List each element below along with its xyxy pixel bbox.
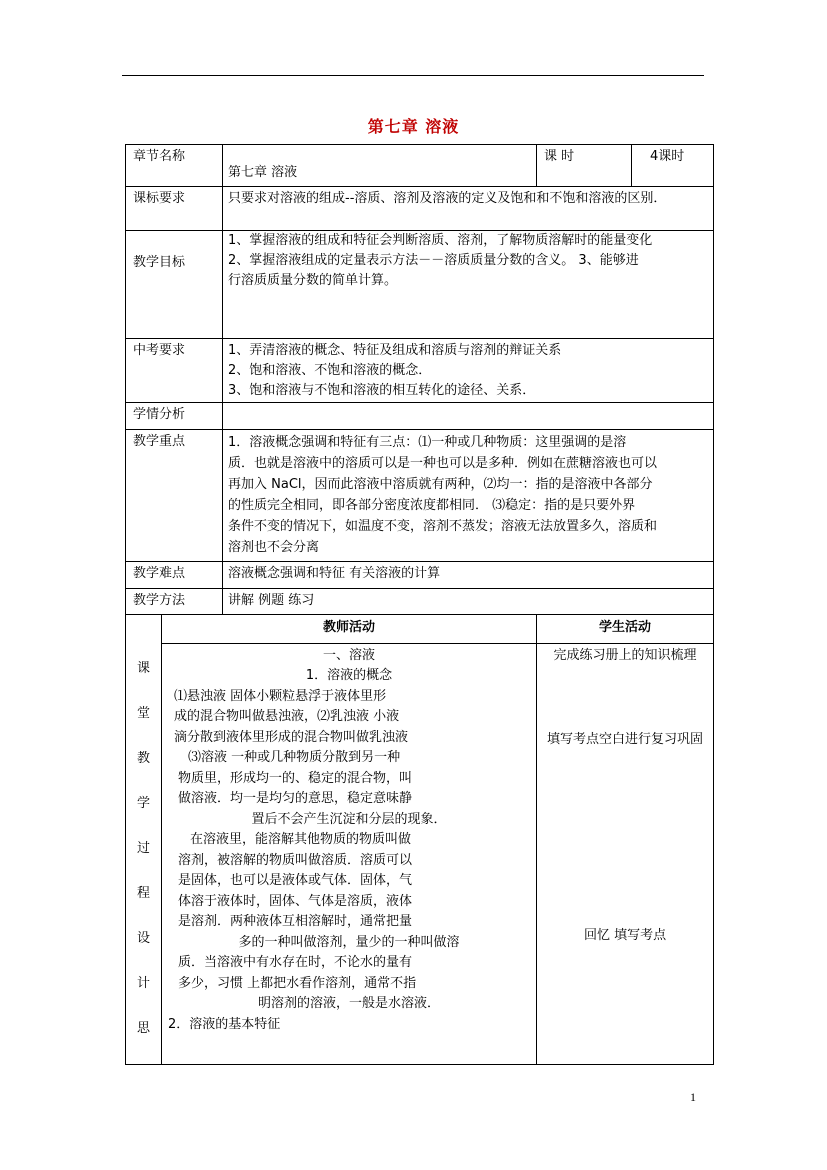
- teacher-line: 溶剂，被溶解的物质叫做溶质．溶质可以: [178, 852, 413, 868]
- process-char: 过: [136, 841, 150, 856]
- hours-label: 课 时: [537, 145, 632, 187]
- analysis-label: 学情分析: [126, 403, 223, 430]
- goals-label: 教学目标: [126, 231, 223, 339]
- teacher-line: 一、溶液: [323, 647, 376, 663]
- row-analysis: [126, 403, 714, 430]
- teacher-line: 1．溶液的概念: [305, 668, 393, 684]
- teacher-activity-header: 教师活动: [162, 615, 537, 644]
- teacher-line: 多少，习惯 上都把水看作溶剂，通常不指: [178, 975, 417, 991]
- chapter-cell: [223, 145, 537, 187]
- page-title: 第七章 溶液: [367, 117, 460, 136]
- student-item: 填写考点空白进行复习巩固: [547, 731, 704, 747]
- exam-cell: [223, 339, 714, 403]
- row-method: [126, 589, 714, 615]
- key-line: 质．也就是溶液中的溶质可以是一种也可以是多种．例如在蔗糖溶液也可以: [228, 456, 658, 471]
- row-activity-headers: [126, 615, 714, 644]
- teacher-line: ⑶溶液 一种或几种物质分散到另一种: [188, 750, 401, 766]
- teacher-line: 质．当溶液中有水存在时，不论水的量有: [178, 955, 413, 971]
- key-cell: [223, 430, 714, 562]
- curriculum-label: 课标要求: [126, 187, 223, 231]
- process-char: 堂: [136, 706, 150, 721]
- teacher-line: 明溶剂的溶液，一般是水溶液．: [258, 996, 441, 1012]
- teacher-line: 置后不会产生沉淀和分层的现象．: [251, 811, 447, 827]
- chapter-value: 第七章 溶液: [228, 165, 298, 180]
- exam-line: 2、饱和溶液、不饱和溶液的概念．: [228, 363, 432, 378]
- key-line: 溶剂也不会分离: [228, 540, 320, 555]
- method-value: 讲解 例题 练习: [223, 589, 714, 615]
- process-char: 思: [136, 1021, 150, 1036]
- key-line: 再加入 NaCl，因而此溶液中溶质就有两种，⑵均一：指的是溶液中各部分: [228, 477, 653, 492]
- exam-label: 中考要求: [126, 339, 223, 403]
- key-line: 1．溶液概念强调和特征有三点：⑴一种或几种物质：这里强调的是溶: [228, 435, 627, 450]
- process-char: 课: [136, 661, 150, 676]
- key-line: 条件不变的情况下，如温度不变，溶剂不蒸发；溶液无法放置多久，溶质和: [228, 519, 658, 534]
- student-item: 完成练习册上的知识梳理: [553, 647, 697, 663]
- method-label: 教学方法: [126, 589, 223, 615]
- process-char: 计: [136, 976, 150, 991]
- key-line: 的性质完全相同，即各部分密度浓度都相同． ⑶稳定：指的是只要外界: [228, 498, 636, 513]
- teacher-line: 物质里，形成均一的、稳定的混合物，叫: [178, 770, 413, 786]
- row-goals: [126, 231, 714, 339]
- process-label: [126, 615, 162, 1065]
- student-activity-cell: [537, 643, 714, 1064]
- lesson-plan-table: [125, 144, 714, 1065]
- row-key-points: [126, 430, 714, 562]
- row-curriculum: [126, 187, 714, 231]
- teacher-line: 体溶于液体时，固体、气体是溶质，液体: [178, 893, 413, 909]
- curriculum-value: 只要求对溶液的组成--溶质、溶剂及溶液的定义及饱和和不饱和溶液的区别．: [223, 187, 714, 231]
- teacher-line: 2．溶液的基本特征: [168, 1016, 281, 1032]
- row-exam: [126, 339, 714, 403]
- goals-line: 2、掌握溶液组成的定量表示方法－－溶质质量分数的含义。 3、能够进: [228, 253, 639, 268]
- page-number: 1: [690, 1090, 696, 1104]
- teacher-line: ⑴悬浊液 固体小颗粒悬浮于液体里形: [174, 688, 387, 704]
- difficulty-label: 教学难点: [126, 562, 223, 589]
- process-char: 设: [136, 931, 150, 946]
- process-char: 学: [136, 796, 150, 811]
- header-rule: [122, 75, 704, 76]
- process-char: 程: [136, 886, 150, 901]
- row-activities: [126, 643, 714, 1064]
- goals-line: 行溶质质量分数的简单计算。: [228, 273, 398, 288]
- exam-line: 3、饱和溶液与不饱和溶液的相互转化的途径、关系．: [228, 383, 536, 398]
- row-difficulty: [126, 562, 714, 589]
- teacher-line: 在溶液里，能溶解其他物质的物质叫做: [190, 832, 412, 848]
- teacher-activity-cell: [162, 643, 537, 1064]
- difficulty-value: 溶液概念强调和特征 有关溶液的计算: [223, 562, 714, 589]
- key-label: 教学重点: [126, 430, 223, 562]
- chapter-label: 章节名称: [126, 145, 223, 187]
- goals-line: 1、掌握溶液的组成和特征会判断溶质、溶剂，了解物质溶解时的能量变化: [228, 233, 653, 248]
- teacher-line: 做溶液．均一是均匀的意思，稳定意味静: [178, 791, 413, 807]
- teacher-line: 是溶剂．两种液体互相溶解时，通常把量: [178, 914, 413, 930]
- teacher-line: 成的混合物叫做悬浊液，⑵乳浊液 小液: [174, 709, 400, 725]
- goals-cell: [223, 231, 714, 339]
- teacher-line: 是固体，也可以是液体或气体．固体，气: [178, 873, 413, 889]
- student-item: 回忆 填写考点: [583, 927, 667, 943]
- exam-line: 1、弄清溶液的概念、特征及组成和溶质与溶剂的辩证关系: [228, 343, 562, 358]
- row-chapter: [126, 145, 714, 187]
- analysis-value: [223, 403, 714, 430]
- process-char: 教: [136, 751, 150, 766]
- hours-value: 4课时: [632, 145, 714, 187]
- teacher-line: 滴分散到液体里形成的混合物叫做乳浊液: [174, 729, 409, 745]
- teacher-line: 多的一种叫做溶剂，量少的一种叫做溶: [238, 934, 460, 950]
- student-activity-header: 学生活动: [537, 615, 714, 644]
